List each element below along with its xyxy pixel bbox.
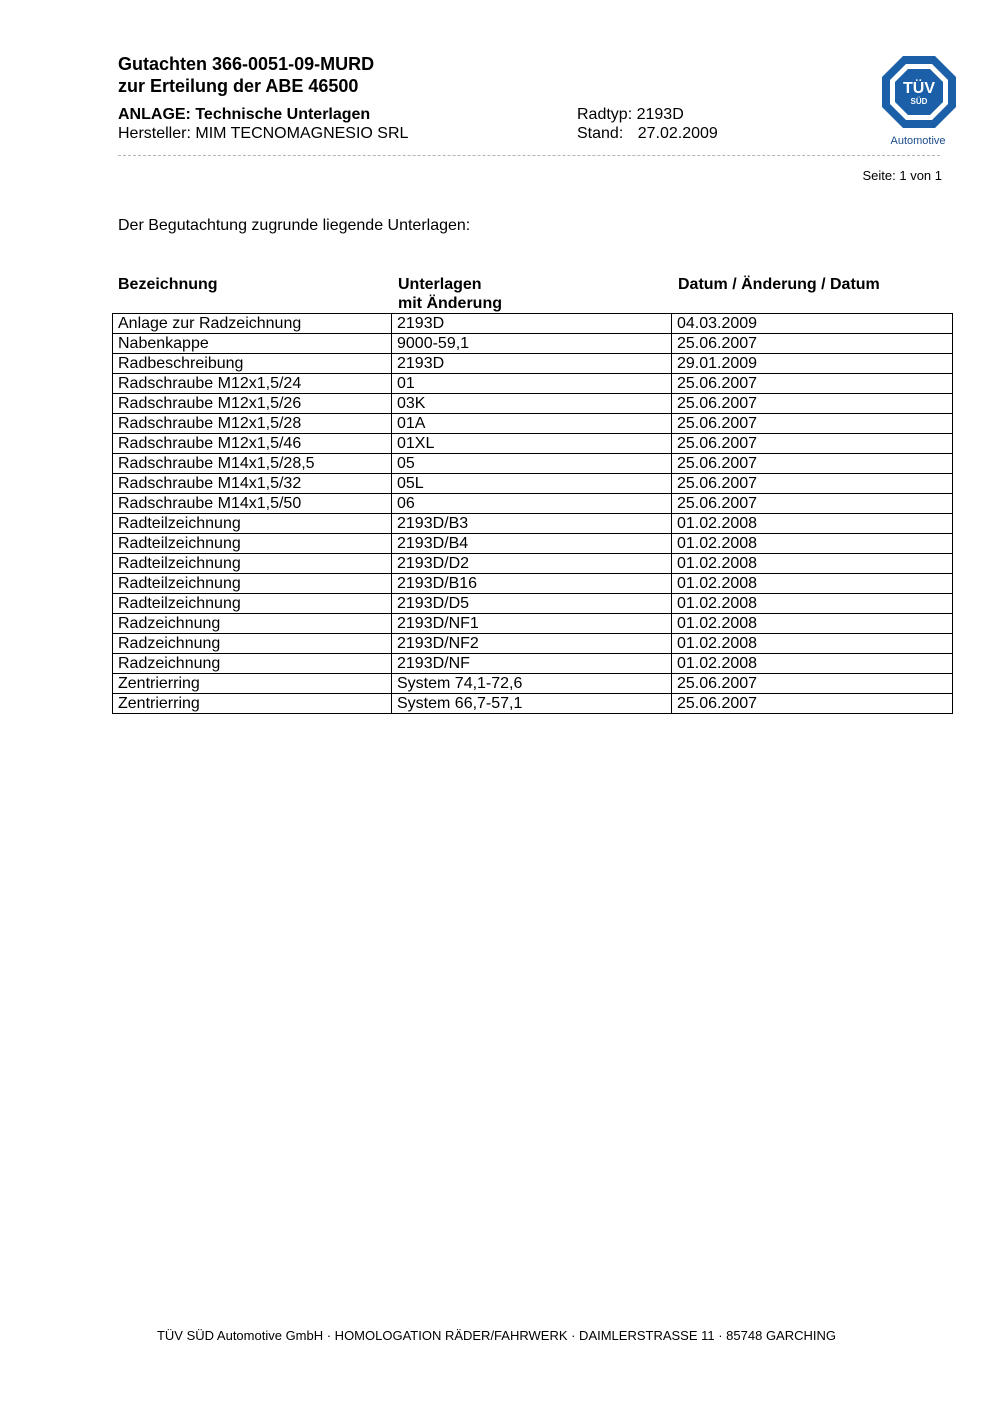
anlage-line — [118, 105, 370, 124]
table-row — [113, 554, 953, 574]
documents-table — [112, 313, 953, 714]
title-line-2: zur Erteilung der ABE 46500 — [118, 76, 359, 96]
cell-datum: 01.02.2008 — [672, 574, 953, 594]
cell-unterlagen: 2193D — [392, 354, 672, 374]
table-row — [113, 314, 953, 334]
header-divider — [118, 155, 940, 156]
table-row — [113, 694, 953, 714]
cell-bezeichnung: Radzeichnung — [113, 654, 392, 674]
radtyp-line — [577, 105, 684, 124]
logo-caption: Automotive — [890, 135, 946, 147]
cell-bezeichnung: Radschraube M14x1,5/32 — [113, 474, 392, 494]
table-row — [113, 414, 953, 434]
cell-bezeichnung: Radschraube M14x1,5/28,5 — [113, 454, 392, 474]
cell-unterlagen: 2193D/D5 — [392, 594, 672, 614]
cell-unterlagen: 06 — [392, 494, 672, 514]
cell-datum: 01.02.2008 — [672, 514, 953, 534]
documents-table-body — [113, 314, 953, 714]
column-header-unterlagen — [398, 275, 502, 313]
cell-datum: 29.01.2009 — [672, 354, 953, 374]
column-header-unterlagen-line1: Unterlagen — [398, 276, 482, 293]
table-row — [113, 514, 953, 534]
column-header-datum: Datum / Änderung / Datum — [678, 276, 880, 293]
footer: TÜV SÜD Automotive GmbH · HOMOLOGATION RÄDER/FAHRWERK · DAIMLERSTRASSE 11 · 85748 GARCHING — [156, 1328, 837, 1343]
cell-bezeichnung: Radschraube M12x1,5/46 — [113, 434, 392, 454]
cell-bezeichnung: Radschraube M12x1,5/28 — [113, 414, 392, 434]
cell-datum: 25.06.2007 — [672, 414, 953, 434]
cell-unterlagen: System 66,7-57,1 — [392, 694, 672, 714]
cell-datum: 25.06.2007 — [672, 334, 953, 354]
cell-bezeichnung: Radbeschreibung — [113, 354, 392, 374]
cell-unterlagen: 2193D/B16 — [392, 574, 672, 594]
cell-bezeichnung: Zentrierring — [113, 674, 392, 694]
cell-datum: 25.06.2007 — [672, 494, 953, 514]
hersteller-value: MIM TECNOMAGNESIO SRL — [195, 125, 409, 142]
title-line-1: Gutachten 366-0051-09-MURD — [118, 54, 375, 74]
cell-datum: 25.06.2007 — [672, 674, 953, 694]
cell-unterlagen: 05L — [392, 474, 672, 494]
cell-datum: 01.02.2008 — [672, 654, 953, 674]
cell-unterlagen: System 74,1-72,6 — [392, 674, 672, 694]
cell-bezeichnung: Anlage zur Radzeichnung — [113, 314, 392, 334]
cell-bezeichnung: Radteilzeichnung — [113, 554, 392, 574]
cell-bezeichnung: Radteilzeichnung — [113, 594, 392, 614]
table-row — [113, 494, 953, 514]
cell-datum: 04.03.2009 — [672, 314, 953, 334]
stand-line — [577, 124, 718, 143]
cell-bezeichnung: Radteilzeichnung — [113, 534, 392, 554]
cell-unterlagen: 9000-59,1 — [392, 334, 672, 354]
cell-bezeichnung: Radzeichnung — [113, 614, 392, 634]
cell-unterlagen: 2193D/NF2 — [392, 634, 672, 654]
cell-unterlagen: 03K — [392, 394, 672, 414]
cell-datum: 01.02.2008 — [672, 554, 953, 574]
logo-text: TÜV — [903, 80, 935, 97]
cell-unterlagen: 01XL — [392, 434, 672, 454]
table-row — [113, 654, 953, 674]
anlage-value: Technische Unterlagen — [195, 106, 371, 123]
cell-bezeichnung: Nabenkappe — [113, 334, 392, 354]
table-row — [113, 674, 953, 694]
cell-datum: 25.06.2007 — [672, 434, 953, 454]
cell-unterlagen: 2193D — [392, 314, 672, 334]
cell-bezeichnung: Radteilzeichnung — [113, 574, 392, 594]
hersteller-line — [118, 124, 408, 143]
table-row — [113, 634, 953, 654]
cell-bezeichnung: Radschraube M12x1,5/26 — [113, 394, 392, 414]
cell-unterlagen: 2193D/B3 — [392, 514, 672, 534]
cell-datum: 01.02.2008 — [672, 534, 953, 554]
table-row — [113, 394, 953, 414]
cell-datum: 01.02.2008 — [672, 614, 953, 634]
radtyp-label: Radtyp: — [577, 106, 633, 123]
cell-unterlagen: 2193D/D2 — [392, 554, 672, 574]
stand-value: 27.02.2009 — [637, 125, 718, 142]
column-header-bezeichnung: Bezeichnung — [118, 276, 218, 293]
table-row — [113, 354, 953, 374]
cell-unterlagen: 2193D/NF — [392, 654, 672, 674]
table-row — [113, 614, 953, 634]
cell-datum: 01.02.2008 — [672, 634, 953, 654]
cell-unterlagen: 2193D/B4 — [392, 534, 672, 554]
cell-bezeichnung: Radteilzeichnung — [113, 514, 392, 534]
cell-datum: 25.06.2007 — [672, 694, 953, 714]
cell-unterlagen: 01 — [392, 374, 672, 394]
intro-text: Der Begutachtung zugrunde liegende Unterlagen: — [118, 217, 471, 234]
cell-datum: 25.06.2007 — [672, 394, 953, 414]
table-row — [113, 594, 953, 614]
cell-datum: 25.06.2007 — [672, 454, 953, 474]
cell-datum: 01.02.2008 — [672, 594, 953, 614]
table-row — [113, 374, 953, 394]
anlage-label: ANLAGE: — [118, 106, 191, 123]
cell-bezeichnung: Radschraube M12x1,5/24 — [113, 374, 392, 394]
cell-unterlagen: 05 — [392, 454, 672, 474]
radtyp-value: 2193D — [636, 106, 684, 123]
table-row — [113, 334, 953, 354]
cell-bezeichnung: Radschraube M14x1,5/50 — [113, 494, 392, 514]
table-row — [113, 454, 953, 474]
page-number: Seite: 1 von 1 — [862, 168, 942, 183]
cell-datum: 25.06.2007 — [672, 474, 953, 494]
document-title — [118, 53, 374, 97]
table-row — [113, 534, 953, 554]
logo-subtext: SÜD — [910, 97, 928, 106]
cell-unterlagen: 2193D/NF1 — [392, 614, 672, 634]
column-header-unterlagen-line2: mit Änderung — [398, 295, 502, 312]
hersteller-label: Hersteller: — [118, 125, 191, 142]
cell-unterlagen: 01A — [392, 414, 672, 434]
stand-label: Stand: — [577, 125, 624, 142]
cell-datum: 25.06.2007 — [672, 374, 953, 394]
tuv-octagon-icon — [876, 50, 962, 134]
table-row — [113, 474, 953, 494]
table-row — [113, 434, 953, 454]
table-row — [113, 574, 953, 594]
cell-bezeichnung: Radzeichnung — [113, 634, 392, 654]
cell-bezeichnung: Zentrierring — [113, 694, 392, 714]
